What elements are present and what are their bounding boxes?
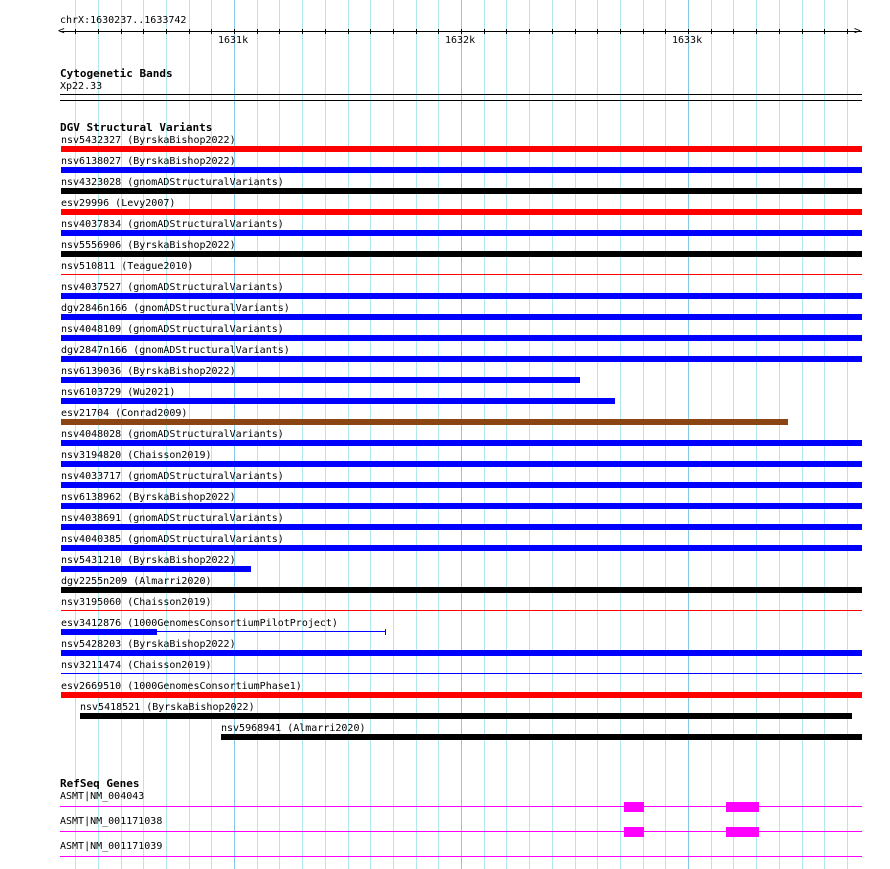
variant-label[interactable]: nsv6103729 (Wu2021) — [61, 387, 176, 398]
variant-bar[interactable] — [61, 314, 862, 320]
variant-label[interactable]: nsv6138962 (ByrskaBishop2022) — [61, 492, 236, 503]
variant-label[interactable]: nsv5418521 (ByrskaBishop2022) — [80, 702, 255, 713]
ruler-tick — [302, 29, 303, 34]
gene-label[interactable]: ASMT|NM_001171039 — [60, 841, 163, 852]
ruler-tick — [75, 29, 76, 34]
cytobands-track-title: Cytogenetic Bands — [60, 67, 173, 80]
ruler-tick — [166, 29, 167, 34]
variant-label[interactable]: nsv4040385 (gnomADStructuralVariants) — [61, 534, 284, 545]
ruler-tick — [620, 29, 621, 34]
ruler-tick — [688, 29, 689, 34]
variant-bar[interactable] — [61, 377, 580, 383]
variant-bar[interactable] — [61, 167, 862, 173]
ruler-tick — [506, 29, 507, 34]
gene-exon[interactable] — [726, 802, 759, 812]
cytoband-label[interactable]: Xp22.33 — [60, 81, 103, 92]
gene-label[interactable]: ASMT|NM_004043 — [60, 791, 145, 802]
variant-bar[interactable] — [61, 461, 862, 467]
ruler-tick — [325, 29, 326, 34]
ruler-tick — [756, 29, 757, 34]
refseq-track-title: RefSeq Genes — [60, 777, 140, 790]
ruler-tick — [257, 29, 258, 34]
variant-bar[interactable] — [61, 146, 862, 152]
variant-bar[interactable] — [61, 398, 615, 404]
variant-bar[interactable] — [80, 713, 852, 719]
cytoband-line[interactable] — [60, 94, 862, 95]
ruler-tick — [847, 29, 848, 34]
scroll-left-arrow-icon[interactable]: < — [58, 24, 65, 37]
variant-label[interactable]: nsv5556906 (ByrskaBishop2022) — [61, 240, 236, 251]
ruler-tick — [779, 29, 780, 34]
ruler-tick — [370, 29, 371, 34]
variant-label[interactable]: nsv5428203 (ByrskaBishop2022) — [61, 639, 236, 650]
ruler-tick — [348, 29, 349, 34]
ruler-tick — [597, 29, 598, 34]
dgv-track-title: DGV Structural Variants — [60, 121, 213, 134]
variant-label[interactable]: nsv4048028 (gnomADStructuralVariants) — [61, 429, 284, 440]
ruler-tick — [824, 29, 825, 34]
ruler-location-label: chrX:1630237..1633742 — [60, 15, 187, 26]
variant-bar[interactable] — [61, 673, 862, 674]
variant-bar[interactable] — [61, 274, 862, 275]
ruler-tick-label: 1632k — [445, 35, 476, 46]
ruler-tick — [461, 29, 462, 34]
variant-bar[interactable] — [61, 440, 862, 446]
track-divider — [60, 100, 862, 101]
gene-intron-line[interactable] — [60, 856, 862, 857]
variant-label[interactable]: esv29996 (Levy2007) — [61, 198, 176, 209]
variant-end-cap — [385, 629, 386, 635]
gene-exon[interactable] — [624, 827, 644, 837]
gene-label[interactable]: ASMT|NM_001171038 — [60, 816, 163, 827]
ruler-tick — [643, 29, 644, 34]
ruler-tick — [529, 29, 530, 34]
variant-bar[interactable] — [61, 650, 862, 656]
variant-bar[interactable] — [61, 566, 251, 572]
ruler-tick — [234, 29, 235, 34]
ruler-tick — [416, 29, 417, 34]
variant-bar-thick[interactable] — [61, 629, 157, 635]
variant-bar[interactable] — [61, 230, 862, 236]
variant-label[interactable]: nsv4037527 (gnomADStructuralVariants) — [61, 282, 284, 293]
variant-label[interactable]: nsv4037834 (gnomADStructuralVariants) — [61, 219, 284, 230]
ruler-tick-label: 1631k — [218, 35, 249, 46]
variant-label[interactable]: nsv4048109 (gnomADStructuralVariants) — [61, 324, 284, 335]
variant-label[interactable]: nsv6139036 (ByrskaBishop2022) — [61, 366, 236, 377]
variant-bar[interactable] — [61, 209, 862, 215]
variant-label[interactable]: dgv2847n166 (gnomADStructuralVariants) — [61, 345, 290, 356]
ruler-tick — [802, 29, 803, 34]
variant-bar[interactable] — [61, 524, 862, 530]
ruler-tick — [484, 29, 485, 34]
variant-bar[interactable] — [61, 610, 862, 611]
variant-bar[interactable] — [61, 587, 862, 593]
variant-label[interactable]: nsv5432327 (ByrskaBishop2022) — [61, 135, 236, 146]
ruler-tick-label: 1633k — [672, 35, 703, 46]
ruler-tick — [665, 29, 666, 34]
variant-bar[interactable] — [61, 335, 862, 341]
gene-exon[interactable] — [624, 802, 644, 812]
variant-bar[interactable] — [61, 293, 862, 299]
variant-bar[interactable] — [61, 482, 862, 488]
variant-label[interactable]: nsv3211474 (Chaisson2019) — [61, 660, 212, 671]
variant-label[interactable]: nsv510811 (Teague2010) — [61, 261, 194, 272]
ruler-tick — [733, 29, 734, 34]
variant-bar[interactable] — [61, 692, 862, 698]
variant-label[interactable]: nsv3194820 (Chaisson2019) — [61, 450, 212, 461]
scroll-right-arrow-icon[interactable]: > — [854, 24, 861, 37]
variant-label[interactable]: nsv5431210 (ByrskaBishop2022) — [61, 555, 236, 566]
variant-label[interactable]: esv3412876 (1000GenomesConsortiumPilotProject) — [61, 618, 338, 629]
ruler-tick — [575, 29, 576, 34]
variant-label[interactable]: dgv2846n166 (gnomADStructuralVariants) — [61, 303, 290, 314]
variant-bar[interactable] — [61, 503, 862, 509]
variant-bar[interactable] — [61, 188, 862, 194]
variant-label[interactable]: esv2669510 (1000GenomesConsortiumPhase1) — [61, 681, 302, 692]
variant-label[interactable]: nsv5968941 (Almarri2020) — [221, 723, 366, 734]
variant-bar[interactable] — [61, 545, 862, 551]
variant-label[interactable]: esv21704 (Conrad2009) — [61, 408, 188, 419]
ruler-tick — [711, 29, 712, 34]
ruler-tick — [121, 29, 122, 34]
variant-bar[interactable] — [61, 251, 862, 257]
variant-label[interactable]: nsv4323028 (gnomADStructuralVariants) — [61, 177, 284, 188]
ruler-tick — [393, 29, 394, 34]
variant-label[interactable]: nsv6138027 (ByrskaBishop2022) — [61, 156, 236, 167]
ruler-tick — [143, 29, 144, 34]
variant-bar[interactable] — [221, 734, 862, 740]
ruler-tick — [98, 29, 99, 34]
variant-label[interactable]: nsv3195060 (Chaisson2019) — [61, 597, 212, 608]
ruler-tick — [211, 29, 212, 34]
variant-bar[interactable] — [61, 356, 862, 362]
ruler-tick — [552, 29, 553, 34]
variant-label[interactable]: dgv2255n209 (Almarri2020) — [61, 576, 212, 587]
ruler-tick — [279, 29, 280, 34]
ruler-tick — [189, 29, 190, 34]
gene-exon[interactable] — [726, 827, 759, 837]
variant-label[interactable]: nsv4038691 (gnomADStructuralVariants) — [61, 513, 284, 524]
variant-bar[interactable] — [61, 419, 788, 425]
ruler-tick — [438, 29, 439, 34]
variant-bar-thin[interactable] — [157, 631, 385, 632]
variant-label[interactable]: nsv4033717 (gnomADStructuralVariants) — [61, 471, 284, 482]
